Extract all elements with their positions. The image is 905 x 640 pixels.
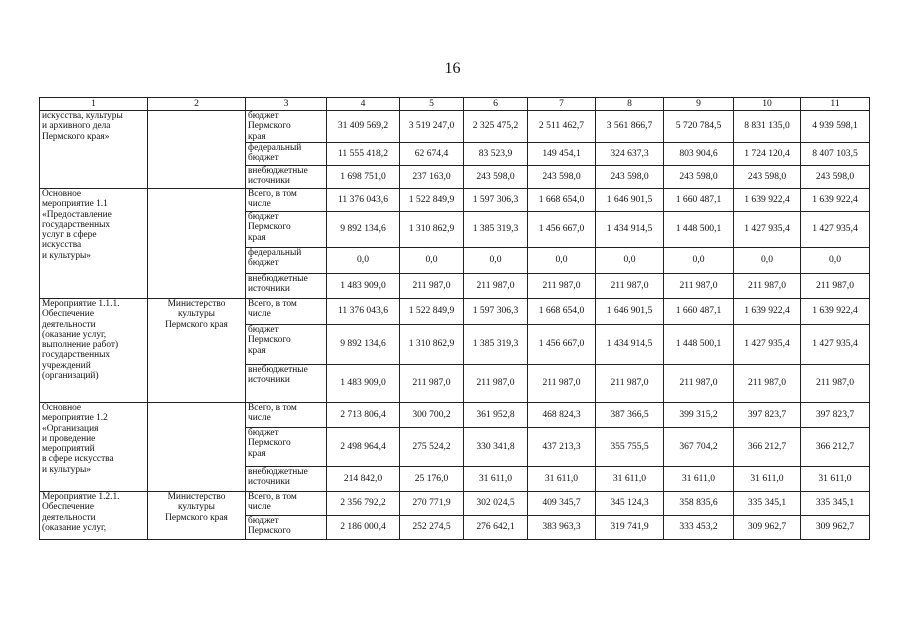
budget-table-body [40,98,870,540]
responsible-executor-line: культуры [178,502,215,513]
amount-cell: 437 213,3 [528,428,596,467]
amount-cell: 211 987,0 [734,365,801,403]
amount-cell: 1 427 935,4 [801,325,870,365]
amount-cell: 1 597 306,3 [464,189,528,212]
funding-source-cell [246,325,327,365]
amount-cell: 803 904,6 [664,143,734,166]
activity-name-line: Пермского края» [42,131,110,142]
amount-cell: 211 987,0 [528,365,596,403]
amount-cell: 1 522 849,9 [400,189,464,212]
amount-cell: 0,0 [596,248,664,274]
amount-cell: 211 987,0 [464,274,528,299]
funding-source-cell [246,212,327,248]
amount-cell: 335 345,1 [801,492,870,516]
amount-cell: 0,0 [528,248,596,274]
amount-cell: 83 523,9 [464,143,528,166]
activity-name-line: Обеспечение [42,309,94,320]
activity-name-line: (организаций) [42,371,99,382]
amount-cell: 361 952,8 [464,403,528,428]
amount-cell: 2 713 806,4 [327,403,400,428]
amount-cell: 358 835,6 [664,492,734,516]
funding-source-line: бюджет [248,153,279,164]
funding-source-line: Пермского [248,222,291,233]
responsible-executor-cell [148,299,246,403]
funding-source-line: внебюджетные [248,274,308,284]
activity-name-cell [40,492,148,540]
amount-cell: 302 024,5 [464,492,528,516]
header-cell-1: 1 [40,98,148,111]
amount-cell: 31 611,0 [596,467,664,492]
funding-source-line: бюджет [248,111,279,121]
amount-cell: 0,0 [400,248,464,274]
amount-cell: 31 611,0 [528,467,596,492]
amount-cell: 31 611,0 [464,467,528,492]
amount-cell: 1 483 909,0 [327,274,400,299]
amount-cell: 11 376 043,6 [327,299,400,325]
amount-cell: 211 987,0 [664,274,734,299]
amount-cell: 211 987,0 [400,365,464,403]
amount-cell: 237 163,0 [400,166,464,189]
responsible-executor-cell [148,492,246,540]
amount-cell: 0,0 [801,248,870,274]
activity-name-line: выполнение работ) [42,340,119,351]
activity-name-line: деятельности [42,319,96,330]
amount-cell: 366 212,7 [801,428,870,467]
funding-source-line: внебюджетные [248,467,308,477]
amount-cell: 275 524,2 [400,428,464,467]
amount-cell: 1 448 500,1 [664,212,734,248]
activity-name-cell [40,111,148,189]
funding-source-cell [246,248,327,274]
funding-source-line: края [248,232,266,243]
activity-name-line: и архивного дела [42,121,111,132]
page-number: 16 [444,60,461,77]
amount-cell: 319 741,9 [596,516,664,540]
funding-source-line: края [248,448,266,459]
amount-cell: 1 646 901,5 [596,299,664,325]
funding-source-cell [246,467,327,492]
amount-cell: 0,0 [327,248,400,274]
funding-source-line: Пермского [248,438,291,449]
funding-source-line: Пермского [248,335,291,346]
funding-source-line: Всего, в том [248,299,297,309]
amount-cell: 8 831 135,0 [734,111,801,143]
activity-name-line: и проведение [42,433,96,444]
amount-cell: 211 987,0 [801,274,870,299]
funding-source-line: внебюджетные [248,166,308,176]
funding-source-line: бюджет [248,325,279,335]
amount-cell: 5 720 784,5 [664,111,734,143]
funding-source-line: Всего, в том [248,492,297,502]
amount-cell: 211 987,0 [801,365,870,403]
funding-source-cell [246,403,327,428]
header-cell-5: 5 [400,98,464,111]
amount-cell: 149 454,1 [528,143,596,166]
header-cell-2: 2 [148,98,246,111]
amount-cell: 2 356 792,2 [327,492,400,516]
amount-cell: 1 483 909,0 [327,365,400,403]
amount-cell: 1 660 487,1 [664,299,734,325]
amount-cell: 211 987,0 [596,274,664,299]
amount-cell: 1 448 500,1 [664,325,734,365]
amount-cell: 11 555 418,2 [327,143,400,166]
amount-cell: 25 176,0 [400,467,464,492]
funding-source-line: Пермского [248,526,291,537]
amount-cell: 1 427 935,4 [734,212,801,248]
amount-cell: 211 987,0 [528,274,596,299]
amount-cell: 1 668 654,0 [528,299,596,325]
funding-source-cell [246,189,327,212]
funding-source-line: числе [248,309,271,320]
activity-name-line: и культуры» [42,464,91,475]
amount-cell: 1 310 862,9 [400,212,464,248]
amount-cell: 1 639 922,4 [801,299,870,325]
amount-cell: 1 427 935,4 [734,325,801,365]
activity-name-line: «Организация [42,423,99,434]
amount-cell: 309 962,7 [734,516,801,540]
funding-source-line: края [248,131,266,142]
funding-source-cell [246,166,327,189]
amount-cell: 397 823,7 [734,403,801,428]
table-row [40,189,870,212]
activity-name-line: Основное [42,189,82,199]
funding-source-cell [246,143,327,166]
funding-source-line: Пермского [248,121,291,132]
amount-cell: 252 274,5 [400,516,464,540]
amount-cell: 1 597 306,3 [464,299,528,325]
amount-cell: 335 345,1 [734,492,801,516]
amount-cell: 62 674,4 [400,143,464,166]
funding-source-line: бюджет [248,258,279,269]
amount-cell: 1 646 901,5 [596,189,664,212]
amount-cell: 31 611,0 [734,467,801,492]
amount-cell: 468 824,3 [528,403,596,428]
responsible-executor-line: Министерство [167,299,226,309]
amount-cell: 276 642,1 [464,516,528,540]
responsible-executor-line: культуры [178,309,215,320]
funding-source-cell [246,365,327,403]
amount-cell: 1 660 487,1 [664,189,734,212]
amount-cell: 1 639 922,4 [801,189,870,212]
funding-source-cell [246,428,327,467]
funding-source-line: источники [248,176,290,187]
funding-source-cell [246,516,327,540]
amount-cell: 1 456 667,0 [528,212,596,248]
activity-name-line: Основное [42,403,82,413]
activity-name-line: искусства [42,240,82,251]
amount-cell: 270 771,9 [400,492,464,516]
funding-source-line: внебюджетные [248,365,308,375]
funding-source-line: источники [248,284,290,295]
amount-cell: 2 498 964,4 [327,428,400,467]
funding-source-line: края [248,345,266,356]
activity-name-cell [40,403,148,492]
header-cell-11: 11 [801,98,870,111]
responsible-executor-line: Министерство [167,492,226,502]
amount-cell: 3 561 866,7 [596,111,664,143]
amount-cell: 243 598,0 [801,166,870,189]
amount-cell: 1 385 319,3 [464,325,528,365]
header-cell-8: 8 [596,98,664,111]
activity-name-cell [40,189,148,299]
table-row [40,403,870,428]
amount-cell: 4 939 598,1 [801,111,870,143]
amount-cell: 3 519 247,0 [400,111,464,143]
activity-name-line: (оказание услуг, [42,329,107,340]
amount-cell: 1 385 319,3 [464,212,528,248]
funding-source-cell [246,274,327,299]
activity-name-line: деятельности [42,512,96,523]
activity-name-line: искусства, культуры [42,111,123,121]
header-cell-7: 7 [528,98,596,111]
budget-table-container [39,97,869,540]
activity-name-line: мероприятие 1.2 [42,413,108,424]
activity-name-line: (оказание услуг, [42,522,107,533]
amount-cell: 2 186 000,4 [327,516,400,540]
header-cell-4: 4 [327,98,400,111]
funding-source-line: числе [248,502,271,513]
amount-cell: 387 366,5 [596,403,664,428]
funding-source-cell [246,111,327,143]
amount-cell: 355 755,5 [596,428,664,467]
amount-cell: 300 700,2 [400,403,464,428]
funding-source-line: Всего, в том [248,189,297,199]
amount-cell: 11 376 043,6 [327,189,400,212]
activity-name-line: Обеспечение [42,502,94,513]
amount-cell: 397 823,7 [801,403,870,428]
amount-cell: 31 611,0 [664,467,734,492]
amount-cell: 2 325 475,2 [464,111,528,143]
funding-source-line: источники [248,375,290,386]
responsible-executor-cell [148,189,246,299]
amount-cell: 409 345,7 [528,492,596,516]
amount-cell: 9 892 134,6 [327,212,400,248]
funding-source-line: бюджет [248,212,279,222]
activity-name-line: государственных [42,350,111,361]
amount-cell: 1 668 654,0 [528,189,596,212]
amount-cell: 31 409 569,2 [327,111,400,143]
activity-name-line: и культуры» [42,250,91,261]
amount-cell: 243 598,0 [528,166,596,189]
amount-cell: 243 598,0 [664,166,734,189]
funding-source-cell [246,492,327,516]
amount-cell: 1 456 667,0 [528,325,596,365]
amount-cell: 211 987,0 [596,365,664,403]
amount-cell: 31 611,0 [801,467,870,492]
amount-cell: 1 310 862,9 [400,325,464,365]
budget-table [39,97,870,540]
amount-cell: 330 341,8 [464,428,528,467]
amount-cell: 1 724 120,4 [734,143,801,166]
activity-name-line: в сфере искусства [42,454,114,465]
activity-name-line: Мероприятие 1.2.1. [42,492,120,502]
funding-source-line: числе [248,199,271,210]
responsible-executor-cell [148,111,246,189]
amount-cell: 333 453,2 [664,516,734,540]
amount-cell: 1 434 914,5 [596,212,664,248]
amount-cell: 214 842,0 [327,467,400,492]
funding-source-line: бюджет [248,516,279,526]
amount-cell: 1 427 935,4 [801,212,870,248]
amount-cell: 0,0 [464,248,528,274]
table-row [40,299,870,325]
header-cell-6: 6 [464,98,528,111]
amount-cell: 9 892 134,6 [327,325,400,365]
funding-source-line: федеральный [248,143,302,153]
activity-name-line: государственных [42,219,111,230]
funding-source-line: бюджет [248,428,279,438]
amount-cell: 383 963,3 [528,516,596,540]
funding-source-cell [246,299,327,325]
amount-cell: 1 639 922,4 [734,299,801,325]
amount-cell: 1 522 849,9 [400,299,464,325]
activity-name-line: «Предоставление [42,209,112,220]
responsible-executor-line: Пермского края [165,512,228,523]
amount-cell: 243 598,0 [596,166,664,189]
responsible-executor-line: Пермского края [165,319,228,330]
amount-cell: 0,0 [664,248,734,274]
activity-name-line: услуг в сфере [42,230,97,241]
activity-name-line: мероприятие 1.1 [42,199,108,210]
activity-name-cell [40,299,148,403]
funding-source-line: Всего, в том [248,403,297,413]
amount-cell: 0,0 [734,248,801,274]
amount-cell: 2 511 462,7 [528,111,596,143]
amount-cell: 211 987,0 [734,274,801,299]
responsible-executor-cell [148,403,246,492]
amount-cell: 1 698 751,0 [327,166,400,189]
table-row [40,111,870,143]
amount-cell: 243 598,0 [464,166,528,189]
activity-name-line: учреждений [42,360,91,371]
funding-source-line: федеральный [248,248,302,258]
activity-name-line: мероприятий [42,444,95,455]
amount-cell: 211 987,0 [464,365,528,403]
header-cell-3: 3 [246,98,327,111]
amount-cell: 399 315,2 [664,403,734,428]
amount-cell: 367 704,2 [664,428,734,467]
amount-cell: 243 598,0 [734,166,801,189]
amount-cell: 366 212,7 [734,428,801,467]
header-cell-10: 10 [734,98,801,111]
amount-cell: 309 962,7 [801,516,870,540]
table-row [40,492,870,516]
header-cell-9: 9 [664,98,734,111]
amount-cell: 345 124,3 [596,492,664,516]
amount-cell: 211 987,0 [664,365,734,403]
amount-cell: 1 639 922,4 [734,189,801,212]
header-row [40,98,870,111]
amount-cell: 1 434 914,5 [596,325,664,365]
amount-cell: 324 637,3 [596,143,664,166]
funding-source-line: числе [248,413,271,424]
amount-cell: 8 407 103,5 [801,143,870,166]
activity-name-line: Мероприятие 1.1.1. [42,299,120,309]
amount-cell: 211 987,0 [400,274,464,299]
funding-source-line: источники [248,477,290,488]
